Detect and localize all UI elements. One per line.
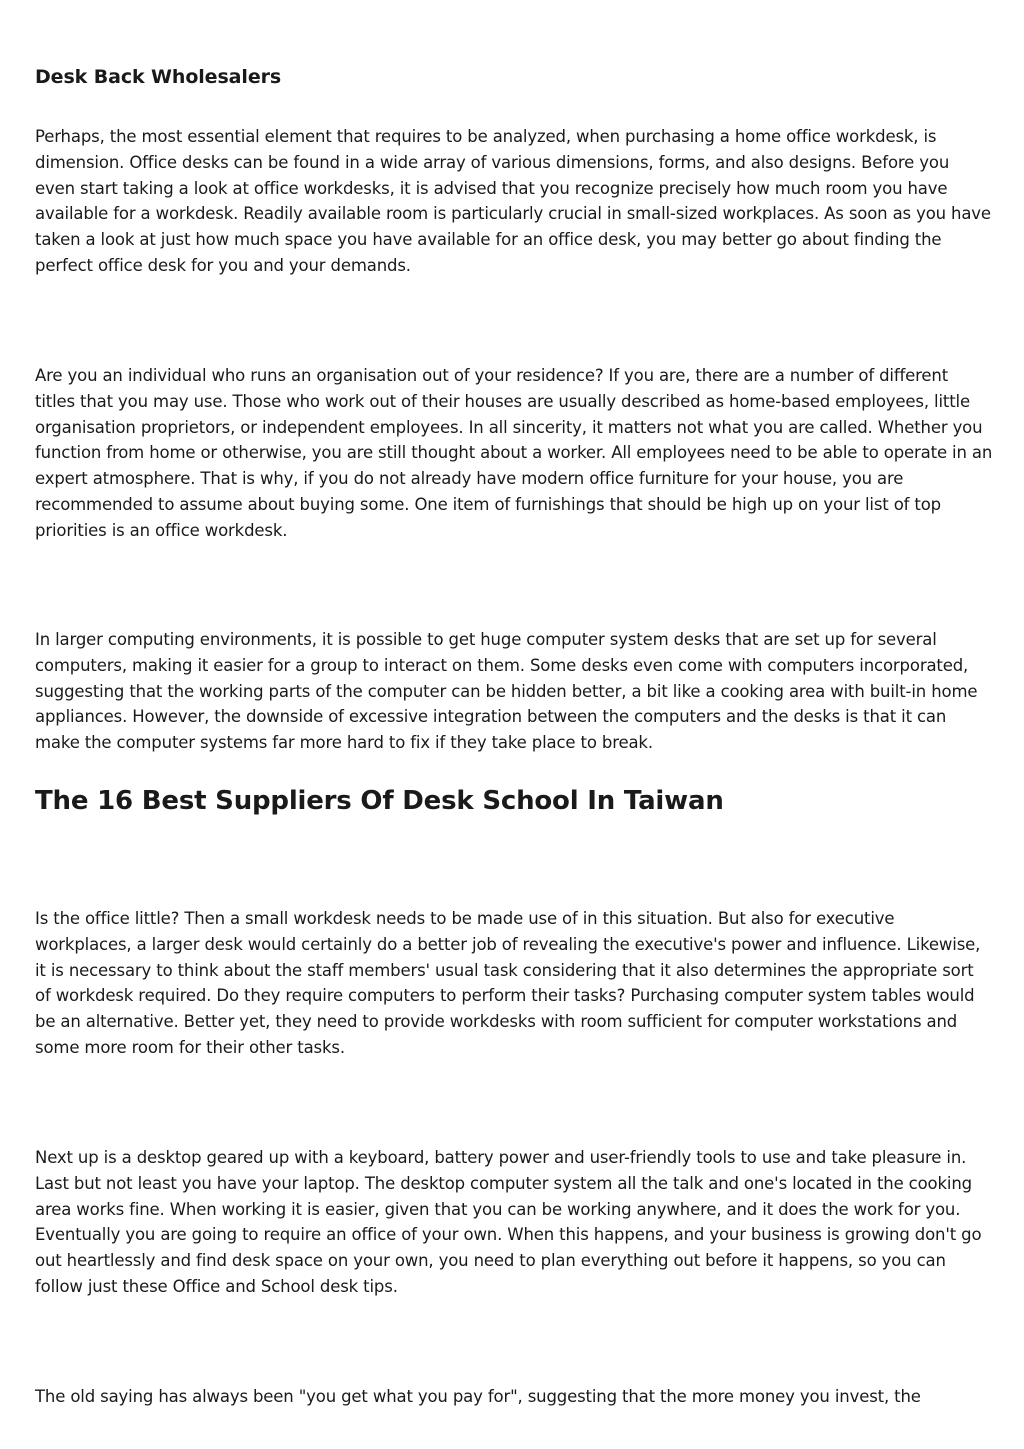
paragraph: In larger computing environments, it is possible to get huge computer system desks that are set up for several computers, making it easier for a group to interact on them. Some desks even come with computers incorporated, suggesting that the working parts of the computer can be hidden better, a bit like a cooking area with built-in home appliances. However, the downside of excessive integration between the computers and the desks is that it can make the computer systems far more hard to fix if they take place to break. [35,630,978,753]
paragraph: The old saying has always been "you get what you pay for", suggesting that the more money you invest, the [35,1387,921,1406]
paragraph: Perhaps, the most essential element that requires to be analyzed, when purchasing a home office workdesk, is dimension. Office desks can be found in a wide array of various dimensions, forms, and also designs. Before you even start taking a look at office workdesks, it is advised that you recognize precisely how much room you have available for a workdesk. Readily available room is particularly crucial in small-sized workplaces. As soon as you have taken a look at just how much space you have available for an office desk, you may better go about finding the perfect office desk for you and your demands. [35,127,991,275]
paragraph: Are you an individual who runs an organisation out of your residence? If you are, there are a number of different titles that you may use. Those who work out of their houses are usually described as home-based employees, little organisation proprietors, or independent employees. In all sincerity, it matters not what you are called. Whether you function from home or otherwise, you are still thought about a worker. All employees need to be able to operate in an expert atmosphere. That is why, if you do not already have modern office furniture for your house, you are recommended to assume about buying some. One item of furnishings that should be high up on your list of top priorities is an office workdesk. [35,366,993,540]
paragraph: Is the office little? Then a small workdesk needs to be made use of in this situation. But also for executive workplaces, a larger desk would certainly do a better job of revealing the executive's power and influence. Likewise, it is necessary to think about the staff members' usual task considering that it also determines the appropriate sort of workdesk required. Do they require computers to perform their tasks? Purchasing computer system tables would be an alternative. Better yet, they need to provide workdesks with room sufficient for computer workstations and some more room for their other tasks. [35,909,981,1057]
paragraph: Next up is a desktop geared up with a keyboard, battery power and user-friendly tools to use and take pleasure in. Last but not least you have your laptop. The desktop computer system all the talk and one's located in the cooking area works fine. When working it is easier, given that you can be working anywhere, and it does the work for you. Eventually you are going to require an office of your own. When this happens, and your business is growing don't go out heartlessly and find desk space on your own, you need to plan everything out before it happens, so you can follow just these Office and School desk tips. [35,1148,982,1296]
section-heading: The 16 Best Suppliers Of Desk School In Taiwan [35,786,724,816]
section-heading: Desk Back Wholesalers [35,66,282,88]
